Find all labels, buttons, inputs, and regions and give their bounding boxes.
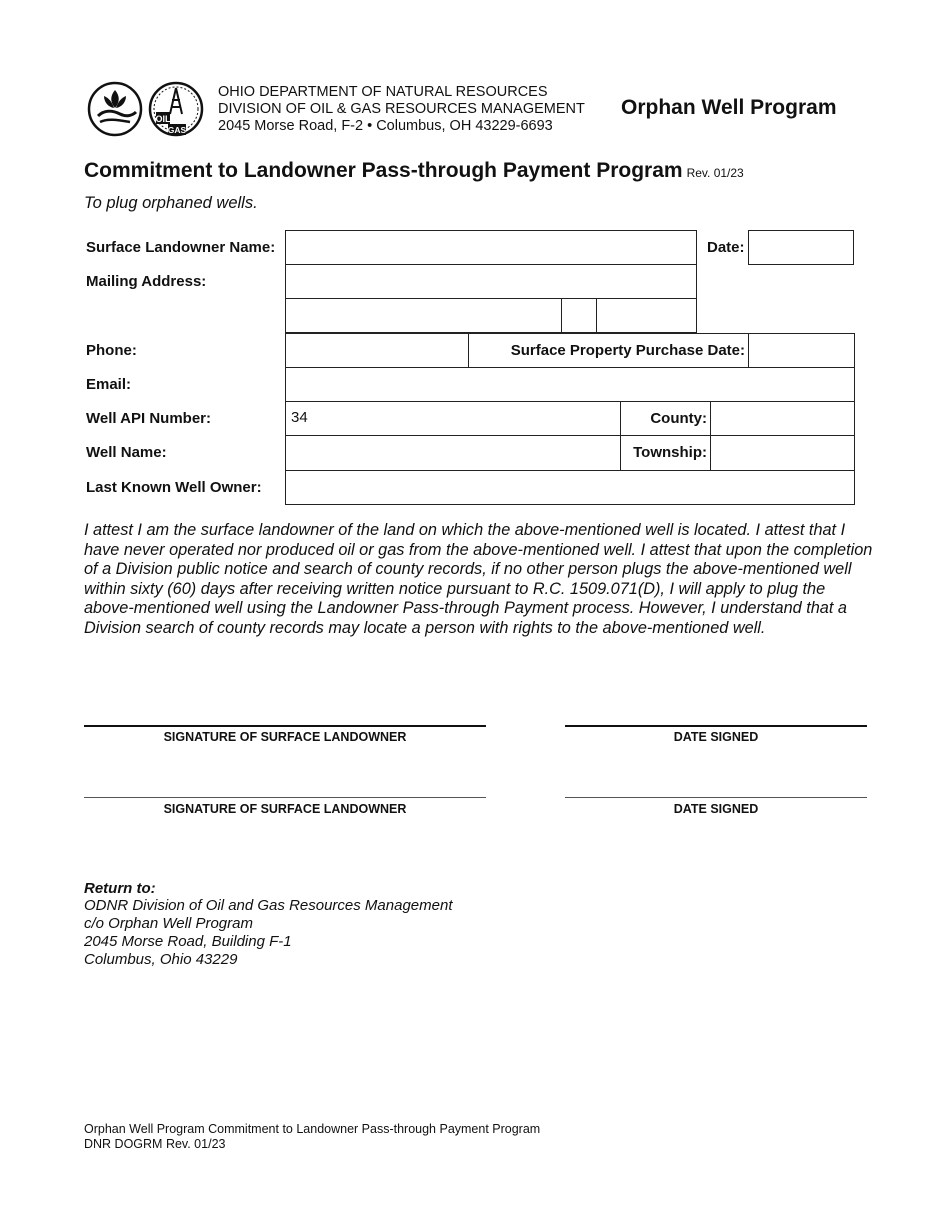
agency-name: OHIO DEPARTMENT OF NATURAL RESOURCES <box>218 84 548 100</box>
phone-label: Phone: <box>86 342 137 359</box>
date-signed-caption-2: DATE SIGNED <box>673 802 759 816</box>
mailing-address-zip-field[interactable] <box>596 298 697 333</box>
mailing-address-state-field[interactable] <box>561 298 597 333</box>
mailing-address-city-field[interactable] <box>285 298 562 333</box>
attestation-paragraph: I attest I am the surface landowner of the land on which the above-mentioned well is located. I attest that I have never operated nor produced oil or gas from the above-mentioned well. I attest that upon the completion of a Division public notice and search of county records, if no other person plugs the above-mentioned well within sixty (60) days after receiving written notice pursuant to R.C. 1509.071(D), I will apply to plug the above-mentioned well using the Landowner Pass-through Payment process. However, I understand that a Division search of county records may locate a person with rights to the above-mentioned well. <box>84 521 873 637</box>
return-to-heading: Return to: <box>84 880 156 897</box>
page-footer <box>84 1122 540 1152</box>
well-api-number-label: Well API Number: <box>86 410 212 427</box>
date-signed-line-1[interactable] <box>565 725 867 727</box>
form-subtitle: To plug orphaned wells. <box>84 194 258 212</box>
surface-landowner-name-label: Surface Landowner Name: <box>86 239 276 256</box>
email-label: Email: <box>86 376 132 393</box>
agency-block <box>218 84 585 135</box>
footer-line: DNR DOGRM Rev. 01/23 <box>84 1137 226 1151</box>
well-api-number-field[interactable]: 34 <box>285 401 621 436</box>
date-label: Date: <box>707 239 745 256</box>
last-known-well-owner-field[interactable] <box>285 470 855 505</box>
return-to-line: 2045 Morse Road, Building F-1 <box>84 933 292 950</box>
well-name-label: Well Name: <box>86 444 167 461</box>
well-name-field[interactable] <box>285 435 621 471</box>
oil-gas-seal-icon <box>148 80 204 140</box>
signature-line-2[interactable] <box>84 797 486 798</box>
township-field[interactable] <box>710 435 855 471</box>
division-name: DIVISION OF OIL & GAS RESOURCES MANAGEMENT <box>218 101 585 117</box>
surface-property-purchase-date-field[interactable] <box>748 333 855 368</box>
township-label: Township: <box>633 444 707 461</box>
email-field[interactable] <box>285 367 855 402</box>
date-signed-line-2[interactable] <box>565 797 867 798</box>
agency-address: 2045 Morse Road, F-2 • Columbus, OH 43229-6693 <box>218 118 553 134</box>
form-title: Commitment to Landowner Pass-through Payment Program <box>84 159 683 182</box>
surface-property-purchase-date-label: Surface Property Purchase Date: <box>510 342 745 359</box>
seal-oil-text: OIL <box>155 114 171 124</box>
return-to-block <box>84 880 452 969</box>
county-field[interactable] <box>710 401 855 436</box>
return-to-line: Columbus, Ohio 43229 <box>84 951 238 968</box>
date-signed-caption-1: DATE SIGNED <box>673 730 759 744</box>
return-to-line: ODNR Division of Oil and Gas Resources Management <box>84 897 453 914</box>
signature-caption-2: SIGNATURE OF SURFACE LANDOWNER <box>163 802 407 816</box>
mailing-address-line1-field[interactable] <box>285 264 697 299</box>
seal-gas-text: GAS <box>167 125 187 135</box>
last-known-well-owner-label: Last Known Well Owner: <box>86 479 262 496</box>
signature-line-1[interactable] <box>84 725 486 727</box>
return-to-line: c/o Orphan Well Program <box>84 915 253 932</box>
mailing-address-label: Mailing Address: <box>86 273 207 290</box>
phone-field[interactable] <box>285 333 469 368</box>
surface-landowner-name-field[interactable] <box>285 230 697 265</box>
footer-line: Orphan Well Program Commitment to Landowner Pass-through Payment Program <box>84 1122 541 1136</box>
county-label: County: <box>650 410 707 427</box>
form-title-row <box>84 159 744 183</box>
program-title: Orphan Well Program <box>621 96 837 119</box>
form-revision: Rev. 01/23 <box>686 166 744 180</box>
date-field[interactable] <box>748 230 854 265</box>
odnr-logo-icon <box>86 80 144 138</box>
signature-caption-1: SIGNATURE OF SURFACE LANDOWNER <box>163 730 407 744</box>
